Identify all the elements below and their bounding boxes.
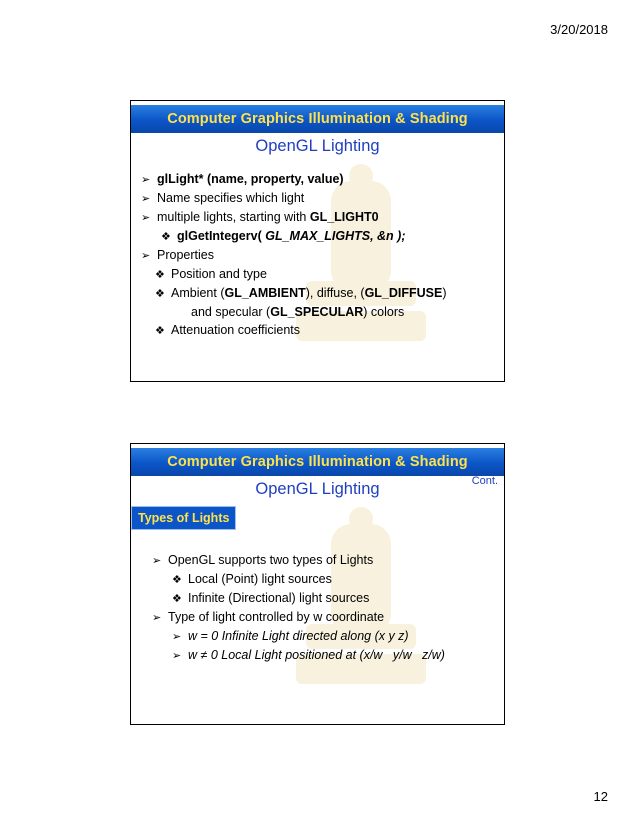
- list-item: ➢ Name specifies which light: [141, 189, 504, 208]
- page-number: 12: [593, 789, 608, 804]
- arrow-bullet-icon: ➢: [152, 555, 162, 567]
- arrow-bullet-icon: ➢: [172, 631, 182, 643]
- slide-title: OpenGL Lighting: [255, 480, 380, 498]
- slide-2: [130, 443, 505, 725]
- list-item: ➢ multiple lights, starting with GL_LIGHT0: [141, 208, 504, 227]
- arrow-bullet-icon: ➢: [141, 212, 151, 224]
- slide-header: [131, 105, 504, 133]
- arrow-bullet-icon: ➢: [141, 193, 151, 205]
- arrow-bullet-icon: ➢: [152, 612, 162, 624]
- arrow-bullet-icon: ➢: [141, 250, 151, 262]
- list-item: ❖ Local (Point) light sources: [152, 570, 504, 589]
- section-tag: Types of Lights: [131, 506, 236, 530]
- slide-header-text: Computer Graphics Illumination & Shading: [167, 111, 468, 127]
- list-item: ❖ Ambient (GL_AMBIENT), diffuse, (GL_DIFFUSE): [141, 284, 504, 303]
- list-item: ➢ Properties: [141, 246, 504, 265]
- slide-1-bullets: [131, 170, 504, 340]
- list-item: ➢ w ≠ 0 Local Light positioned at (x/w y/w z/w): [152, 646, 504, 665]
- arrow-bullet-icon: ➢: [172, 650, 182, 662]
- diamond-bullet-icon: ❖: [155, 325, 165, 337]
- list-item: ❖ Infinite (Directional) light sources: [152, 589, 504, 608]
- diamond-bullet-icon: ❖: [172, 593, 182, 605]
- list-item: ❖ Attenuation coefficients: [141, 321, 504, 340]
- list-item: ➢ glLight* (name, property, value): [141, 170, 504, 189]
- list-item: ❖ glGetIntegerv( GL_MAX_LIGHTS, &n );: [141, 227, 504, 246]
- slide-header-text: Computer Graphics Illumination & Shading: [167, 454, 468, 470]
- print-date: 3/20/2018: [550, 22, 608, 37]
- diamond-bullet-icon: ❖: [155, 269, 165, 281]
- diamond-bullet-icon: ❖: [172, 574, 182, 586]
- list-item: ➢ Type of light controlled by w coordinate: [152, 608, 504, 627]
- slide-title: OpenGL Lighting: [255, 137, 380, 155]
- diamond-bullet-icon: ❖: [155, 288, 165, 300]
- list-item: ➢ w = 0 Infinite Light directed along (x y z): [152, 627, 504, 646]
- slide-1: [130, 100, 505, 382]
- slide-header: [131, 448, 504, 476]
- list-item-continuation: and specular (GL_SPECULAR) colors: [191, 305, 405, 319]
- diamond-bullet-icon: ❖: [161, 231, 171, 243]
- slide-2-bullets: [131, 551, 504, 665]
- list-item: ➢ OpenGL supports two types of Lights: [152, 551, 504, 570]
- continued-label: Cont.: [471, 475, 498, 487]
- arrow-bullet-icon: ➢: [141, 174, 151, 186]
- list-item: ❖ Position and type: [141, 265, 504, 284]
